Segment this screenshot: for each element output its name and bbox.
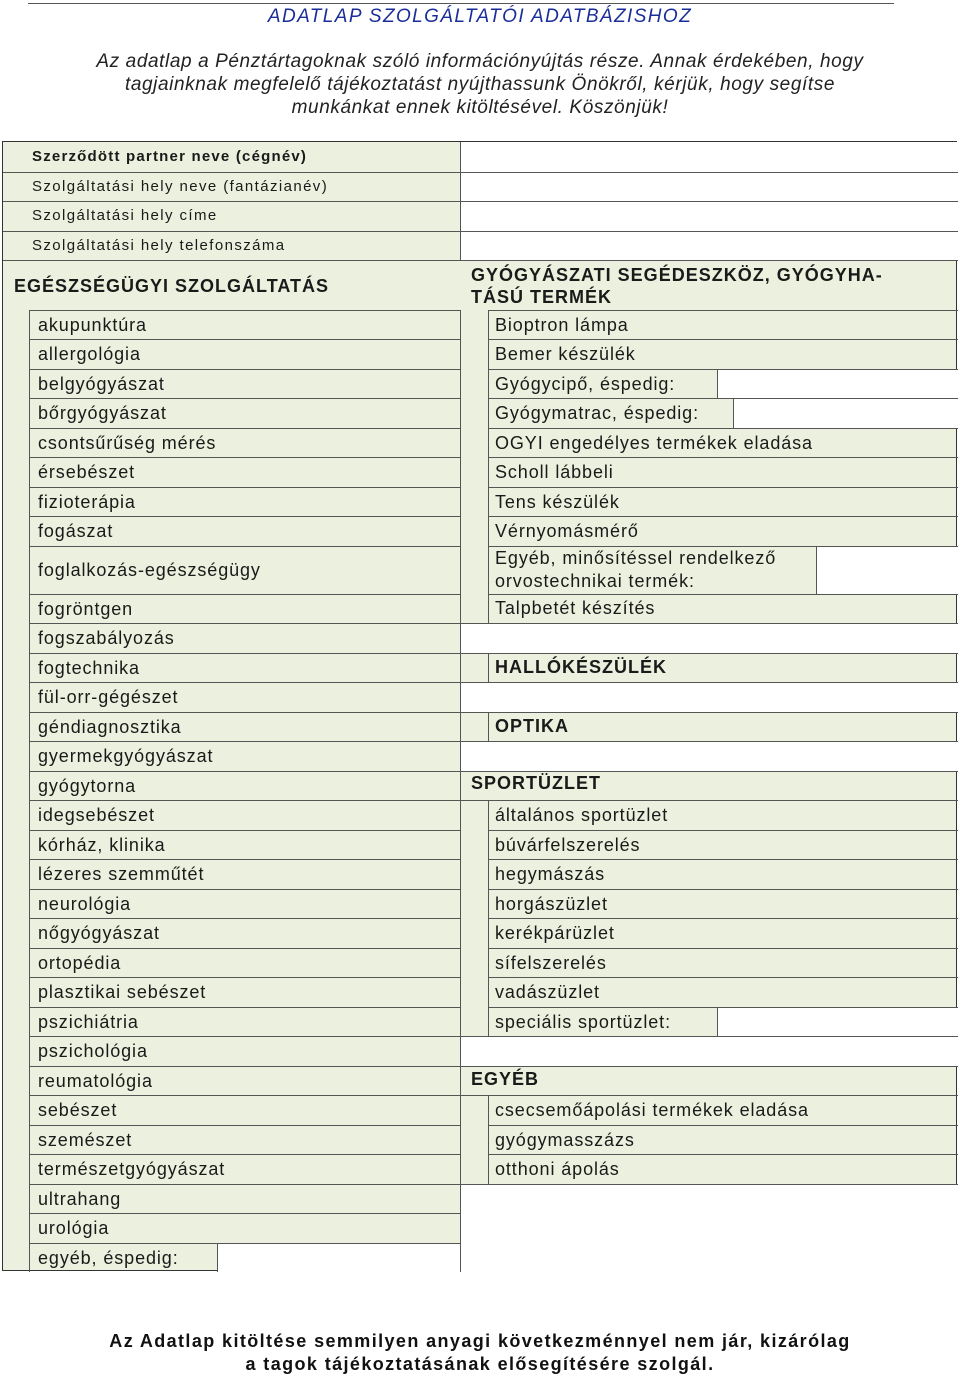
health-checkbox[interactable] xyxy=(6,1096,30,1124)
hearing-aid-label: HALLÓKÉSZÜLÉK xyxy=(495,657,667,677)
field-rule xyxy=(733,398,734,428)
health-checkbox[interactable] xyxy=(6,547,30,593)
row-rule xyxy=(29,859,460,860)
top-rule xyxy=(28,3,894,4)
health-checkbox[interactable] xyxy=(6,595,30,622)
row-rule xyxy=(488,1154,958,1155)
row-rule xyxy=(29,830,460,831)
row-rule xyxy=(460,1095,958,1096)
health-item: pszichológia xyxy=(38,1041,148,1061)
health-item: belgyógyászat xyxy=(38,373,165,394)
partner-name-field[interactable] xyxy=(461,143,957,171)
row-rule xyxy=(3,260,958,261)
health-item: kórház, klinika xyxy=(38,834,166,855)
aids-item: Bioptron lámpa xyxy=(495,314,629,335)
row-rule xyxy=(29,800,460,801)
row-rule xyxy=(29,977,460,978)
health-item: idegsebészet xyxy=(38,805,155,825)
row-rule xyxy=(460,800,958,801)
health-other-field[interactable] xyxy=(217,1244,460,1271)
row-rule xyxy=(29,771,460,772)
row-rule xyxy=(488,457,958,458)
health-item: csontsűrűség mérés xyxy=(38,432,217,453)
health-checkbox[interactable] xyxy=(6,742,30,770)
aids-item: Tens készülék xyxy=(495,491,620,512)
row-rule xyxy=(460,653,958,654)
health-checkbox[interactable] xyxy=(6,1008,30,1035)
health-checkbox[interactable] xyxy=(6,919,30,947)
address-label: Szolgáltatási hely címe xyxy=(32,207,218,224)
sport-item: hegymászás xyxy=(495,864,606,884)
health-checkbox[interactable] xyxy=(6,429,30,456)
sport-item: sífelszerelés xyxy=(495,952,607,973)
row-rule xyxy=(29,623,460,624)
health-item: fül-orr-gégészet xyxy=(38,687,179,707)
row-rule xyxy=(29,889,460,890)
health-checkbox[interactable] xyxy=(6,1185,30,1212)
health-checkbox[interactable] xyxy=(6,1067,30,1094)
place-name-field[interactable] xyxy=(461,173,957,200)
health-item: fogröntgen xyxy=(38,598,134,619)
page-title: ADATLAP SZOLGÁLTATÓI ADATBÁZISHOZ xyxy=(267,6,693,27)
health-item: fogtechnika xyxy=(38,657,140,678)
health-checkbox[interactable] xyxy=(6,1037,30,1065)
orthopedic-shoe-field[interactable] xyxy=(717,370,958,398)
health-item: fogászat xyxy=(38,521,114,541)
sport-item: búvárfelszerelés xyxy=(495,834,641,855)
row-rule xyxy=(29,712,460,713)
blank-row[interactable] xyxy=(461,742,958,771)
health-item: allergológia xyxy=(38,344,141,364)
field-rule xyxy=(717,1007,718,1036)
row-rule xyxy=(29,1066,460,1067)
row-rule xyxy=(29,339,460,340)
row-rule xyxy=(29,1095,460,1096)
row-rule xyxy=(488,594,958,595)
row-rule xyxy=(29,1125,460,1126)
row-rule xyxy=(29,428,460,429)
health-item: ultrahang xyxy=(38,1188,122,1209)
health-checkbox[interactable] xyxy=(6,772,30,799)
row-rule xyxy=(29,1184,460,1185)
health-checkbox[interactable] xyxy=(6,978,30,1006)
aids-item: Scholl lábbeli xyxy=(495,462,614,482)
other-item: csecsemőápolási termékek eladása xyxy=(495,1100,809,1120)
sport-heading: SPORTÜZLET xyxy=(471,773,601,793)
health-heading: EGÉSZSÉGÜGYI SZOLGÁLTATÁS xyxy=(14,276,330,296)
phone-field[interactable] xyxy=(461,232,957,259)
row-rule xyxy=(488,1125,958,1126)
health-other-rule xyxy=(217,1243,218,1272)
health-checkbox[interactable] xyxy=(6,458,30,486)
other-check-column xyxy=(488,1095,489,1184)
health-item: sebészet xyxy=(38,1100,118,1120)
health-checkbox[interactable] xyxy=(6,1214,30,1242)
blank-row[interactable] xyxy=(461,683,958,712)
health-checkbox[interactable] xyxy=(6,517,30,545)
row-rule xyxy=(488,516,958,517)
place-name-label: Szolgáltatási hely neve (fantázianév) xyxy=(32,177,329,195)
aids-item: Bemer készülék xyxy=(495,344,636,364)
health-checkbox[interactable] xyxy=(6,1155,30,1183)
other-heading: EGYÉB xyxy=(471,1069,540,1089)
health-checkbox[interactable] xyxy=(6,370,30,397)
sport-item: általános sportüzlet xyxy=(495,805,669,825)
intro-line-1: Az adatlap a Pénztártagoknak szóló információnyújtás része. Annak érdekében, hogy xyxy=(96,51,864,72)
center-divider xyxy=(460,310,461,1272)
intro-line-3: munkánkat ennek kitöltésével. Köszönjük! xyxy=(291,97,669,118)
health-checkbox[interactable] xyxy=(6,399,30,427)
health-item: egyéb, éspedig: xyxy=(38,1247,179,1268)
row-rule xyxy=(488,977,958,978)
blank-row[interactable] xyxy=(461,1037,958,1066)
health-checkbox[interactable] xyxy=(6,801,30,829)
row-rule xyxy=(488,859,958,860)
aids-heading-line-1: GYÓGYÁSZATI SEGÉDESZKÖZ, GYÓGYHA- xyxy=(471,265,883,285)
blank-area[interactable] xyxy=(461,1185,958,1271)
aids-check-column xyxy=(488,310,489,623)
other-item: otthoni ápolás xyxy=(495,1159,620,1179)
health-checkbox[interactable] xyxy=(6,624,30,652)
partner-divider xyxy=(460,142,461,260)
blank-row[interactable] xyxy=(461,624,958,653)
aids-item: OGYI engedélyes termékek eladása xyxy=(495,432,813,453)
health-item: reumatológia xyxy=(38,1070,153,1091)
health-checkbox[interactable] xyxy=(6,831,30,858)
health-item: urológia xyxy=(38,1218,110,1238)
footer-line-1: Az Adatlap kitöltése semmilyen anyagi következménnyel nem jár, kizárólag xyxy=(109,1331,851,1351)
health-item: plasztikai sebészet xyxy=(38,982,207,1002)
row-rule xyxy=(29,546,460,547)
row-rule xyxy=(29,487,460,488)
health-item: természetgyógyászat xyxy=(38,1159,226,1179)
intro-line-2: tagjainknak megfelelő tájékoztatást nyújthassunk Önökről, kérjük, hogy segítse xyxy=(124,74,836,95)
health-checkbox[interactable] xyxy=(6,949,30,976)
health-checkbox[interactable] xyxy=(6,890,30,917)
phone-label: Szolgáltatási hely telefonszáma xyxy=(32,236,286,254)
row-rule xyxy=(29,948,460,949)
row-rule xyxy=(29,918,460,919)
field-rule xyxy=(717,369,718,398)
sport-item: kerékpárüzlet xyxy=(495,923,615,943)
health-item: lézeres szemműtét xyxy=(38,864,205,884)
row-rule xyxy=(488,310,958,311)
health-item: szemészet xyxy=(38,1129,133,1150)
row-rule xyxy=(488,487,958,488)
row-rule xyxy=(488,948,958,949)
health-checkbox[interactable] xyxy=(6,1126,30,1153)
aids-item: Gyógymatrac, éspedig: xyxy=(495,403,699,423)
health-item: érsebészet xyxy=(38,462,136,482)
service-form xyxy=(2,141,957,1271)
sport-item: horgászüzlet xyxy=(495,893,608,914)
other-device-field[interactable] xyxy=(816,547,958,594)
partner-name-label: Szerződött partner neve (cégnév) xyxy=(32,148,308,165)
row-rule xyxy=(460,712,958,713)
row-rule xyxy=(29,741,460,742)
field-rule xyxy=(816,546,817,594)
health-item: fogszabályozás xyxy=(38,628,175,648)
hearing-check-column xyxy=(488,653,489,682)
health-item: gyermekgyógyászat xyxy=(38,746,214,766)
health-item: akupunktúra xyxy=(38,314,147,335)
health-checkbox[interactable] xyxy=(6,1244,30,1271)
row-rule xyxy=(29,653,460,654)
health-checkbox[interactable] xyxy=(6,860,30,888)
optics-check-column xyxy=(488,712,489,741)
mattress-field[interactable] xyxy=(733,399,958,428)
health-item: bőrgyógyászat xyxy=(38,403,167,423)
other-item: gyógymasszázs xyxy=(495,1129,635,1150)
row-rule xyxy=(29,682,460,683)
aids-item-insole: Talpbetét készítés xyxy=(495,598,656,618)
row-rule xyxy=(488,339,958,340)
row-rule xyxy=(488,428,958,429)
row-rule xyxy=(488,830,958,831)
row-rule xyxy=(29,369,460,370)
footer-line-2: a tagok tájékoztatásának elősegítésére szolgál. xyxy=(245,1354,715,1374)
health-checkbox[interactable] xyxy=(6,311,30,338)
health-checkbox[interactable] xyxy=(6,654,30,681)
health-item: neurológia xyxy=(38,893,132,914)
row-rule xyxy=(29,1036,460,1037)
health-checkbox[interactable] xyxy=(6,340,30,368)
row-rule xyxy=(29,1154,460,1155)
aids-other-line-1: Egyéb, minősítéssel rendelkező xyxy=(495,548,777,568)
health-item: pszichiátria xyxy=(38,1011,139,1032)
row-rule xyxy=(29,457,460,458)
health-item: foglalkozás-egészségügy xyxy=(38,560,261,580)
aids-heading-line-2: TÁSÚ TERMÉK xyxy=(471,287,612,307)
special-sport-field[interactable] xyxy=(717,1008,958,1036)
row-rule xyxy=(29,594,460,595)
health-checkbox[interactable] xyxy=(6,713,30,740)
sport-item: speciális sportüzlet: xyxy=(495,1011,671,1032)
address-field[interactable] xyxy=(461,202,957,230)
row-rule xyxy=(29,1007,460,1008)
row-rule xyxy=(29,310,460,311)
health-item: gyógytorna xyxy=(38,775,137,796)
row-rule xyxy=(488,889,958,890)
health-checkbox[interactable] xyxy=(6,488,30,515)
row-rule xyxy=(29,1213,460,1214)
health-item: ortopédia xyxy=(38,952,122,973)
health-item: géndiagnosztika xyxy=(38,716,182,737)
row-rule xyxy=(488,918,958,919)
optics-label: OPTIKA xyxy=(495,716,570,736)
health-item: fizioterápia xyxy=(38,491,136,512)
sport-item: vadászüzlet xyxy=(495,982,600,1002)
aids-other-line-2: orvostechnikai termék: xyxy=(495,571,695,591)
health-item: nőgyógyászat xyxy=(38,923,160,943)
row-rule xyxy=(29,516,460,517)
health-checkbox[interactable] xyxy=(6,683,30,711)
aids-item: Gyógycipő, éspedig: xyxy=(495,373,676,394)
aids-item: Vérnyomásmérő xyxy=(495,521,639,541)
row-rule xyxy=(29,398,460,399)
